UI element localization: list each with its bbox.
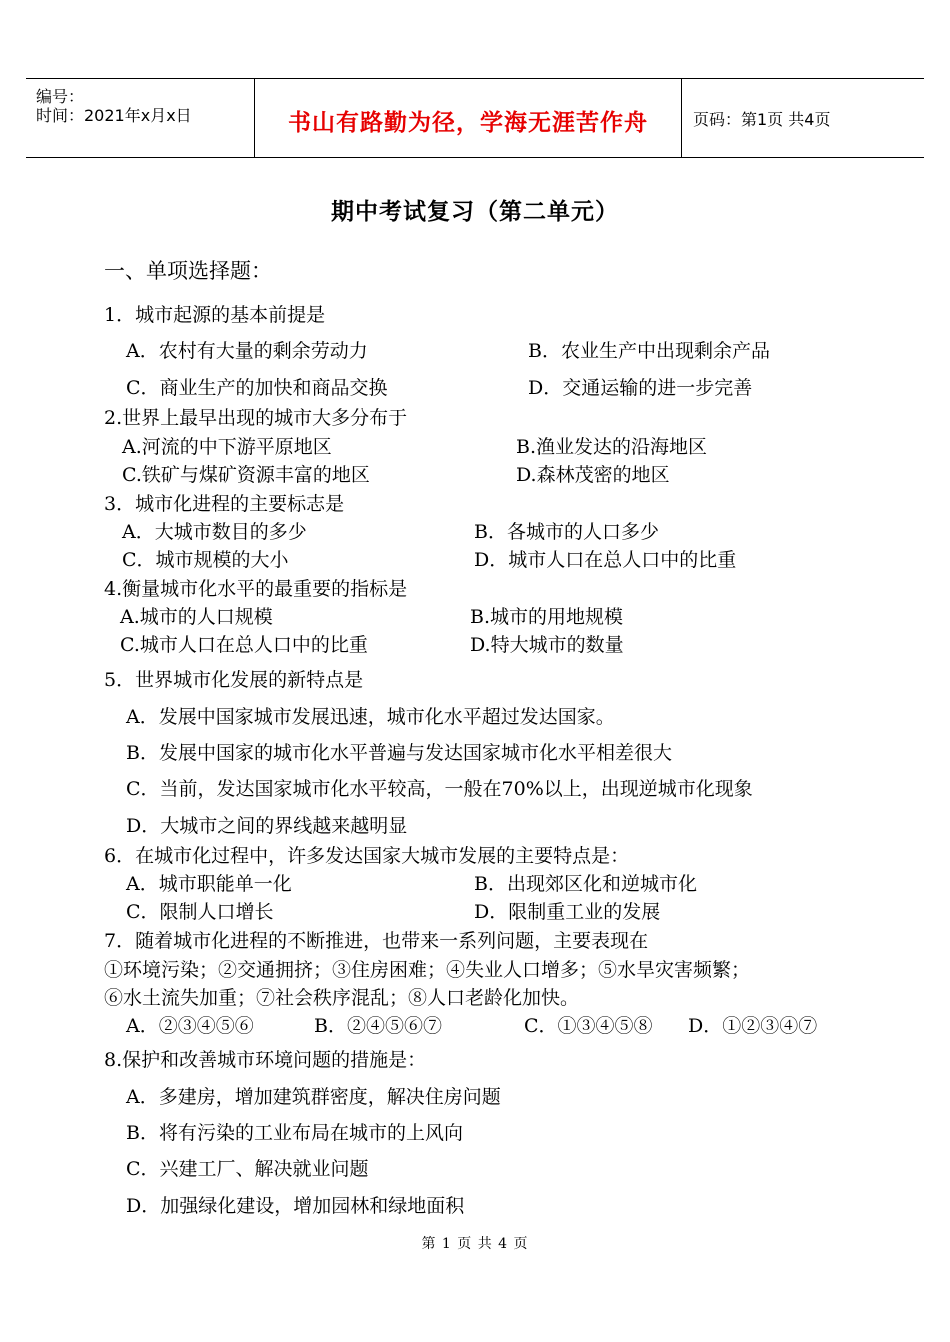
question-1-stem: 1．城市起源的基本前提是 (104, 304, 326, 326)
question-4-option-b: B.城市的用地规模 (470, 606, 624, 628)
question-8-option-d: D．加强绿化建设，增加园林和绿地面积 (126, 1195, 465, 1217)
question-8-option-c: C．兴建工厂、解决就业问题 (126, 1158, 369, 1180)
question-5-stem: 5．世界城市化发展的新特点是 (104, 669, 364, 691)
question-7-stem-line-1: ①环境污染；②交通拥挤；③住房困难；④失业人口增多；⑤水旱灾害频繁； (104, 959, 751, 981)
question-1-option-d: D．交通运输的进一步完善 (528, 377, 753, 399)
document-header (26, 78, 924, 158)
question-4-stem: 4.衡量城市化水平的最重要的指标是 (104, 578, 408, 600)
question-2-option-b: B.渔业发达的沿海地区 (516, 436, 708, 458)
question-6-option-b: B．出现郊区化和逆城市化 (474, 873, 697, 895)
question-5-option-c: C．当前，发达国家城市化水平较高，一般在70%以上，出现逆城市化现象 (126, 778, 753, 800)
question-5-option-b: B．发展中国家的城市化水平普遍与发达国家城市化水平相差很大 (126, 742, 672, 764)
page-footer: 第 1 页 共 4 页 (421, 1236, 529, 1252)
question-7-option-a: A．②③④⑤⑥ (126, 1015, 254, 1037)
question-4-option-d: D.特大城市的数量 (470, 634, 624, 656)
question-1-option-b: B．农业生产中出现剩余产品 (528, 340, 770, 362)
question-1-option-a: A．农村有大量的剩余劳动力 (126, 340, 368, 362)
page-title: 期中考试复习（第二单元） (331, 199, 619, 225)
question-3-option-c: C．城市规模的大小 (122, 549, 289, 571)
question-7-stem-line-2: ⑥水土流失加重；⑦社会秩序混乱；⑧人口老龄化加快。 (104, 987, 580, 1009)
question-4-option-a: A.城市的人口规模 (120, 606, 273, 628)
number-label: 编号： (36, 87, 85, 106)
header-left-cell (26, 79, 254, 157)
question-7-option-d: D．①②③④⑦ (688, 1015, 818, 1037)
question-2-option-c: C.铁矿与煤矿资源丰富的地区 (122, 464, 370, 486)
question-7-stem: 7．随着城市化进程的不断推进，也带来一系列问题，主要表现在 (104, 930, 649, 952)
question-5-option-d: D．大城市之间的界线越来越明显 (126, 815, 408, 837)
question-7-option-c: C．①③④⑤⑧ (524, 1015, 653, 1037)
question-8-stem: 8.保护和改善城市环境问题的措施是： (104, 1049, 427, 1071)
question-4-option-c: C.城市人口在总人口中的比重 (120, 634, 368, 656)
question-3-option-a: A．大城市数目的多少 (122, 521, 307, 543)
header-motto-cell (254, 79, 682, 157)
section-heading: 一、单项选择题： (104, 259, 272, 283)
header-right-cell (681, 79, 924, 157)
question-6-option-a: A．城市职能单一化 (126, 873, 292, 895)
question-8-option-b: B．将有污染的工业布局在城市的上风向 (126, 1122, 463, 1144)
question-8-option-a: A．多建房，增加建筑群密度，解决住房问题 (126, 1086, 501, 1108)
page-label: 页码：第1页 共4页 (693, 110, 831, 129)
question-2-option-d: D.森林茂密的地区 (516, 464, 670, 486)
question-3-option-b: B．各城市的人口多少 (474, 521, 659, 543)
question-6-option-c: C．限制人口增长 (126, 901, 274, 923)
question-7-option-b: B．②④⑤⑥⑦ (314, 1015, 442, 1037)
question-2-stem: 2.世界上最早出现的城市大多分布于 (104, 407, 408, 429)
question-3-stem: 3．城市化进程的主要标志是 (104, 493, 345, 515)
question-2-option-a: A.河流的中下游平原地区 (122, 436, 332, 458)
motto: 书山有路勤为径，学海无涯苦作舟 (288, 110, 648, 136)
time-label: 时间：2021年x月x日 (36, 106, 192, 125)
question-1-option-c: C．商业生产的加快和商品交换 (126, 377, 388, 399)
question-6-option-d: D．限制重工业的发展 (474, 901, 661, 923)
question-6-stem: 6．在城市化过程中，许多发达国家大城市发展的主要特点是： (104, 845, 630, 867)
question-5-option-a: A．发展中国家城市发展迅速，城市化水平超过发达国家。 (126, 706, 615, 728)
question-3-option-d: D．城市人口在总人口中的比重 (474, 549, 737, 571)
